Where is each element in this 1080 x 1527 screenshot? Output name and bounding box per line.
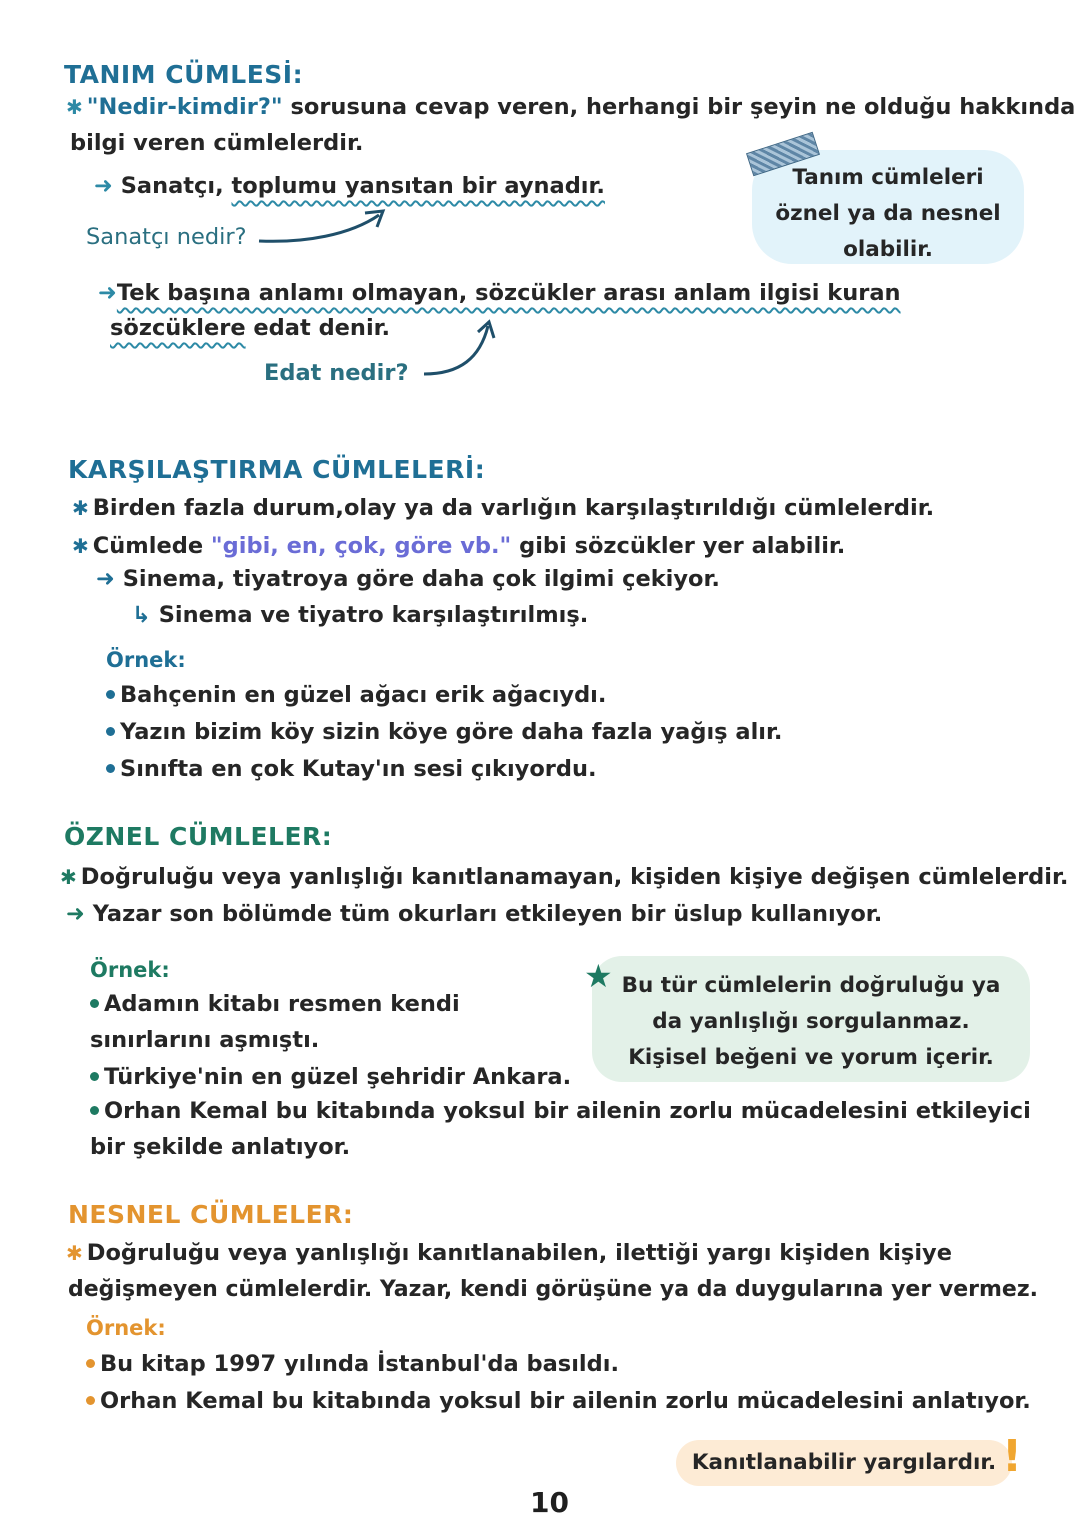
section-title-karsilastirma: KARŞILAŞTIRMA CÜMLELERİ:	[68, 455, 486, 484]
arrow-right-icon: ➜	[96, 566, 115, 592]
tanim-line-2: bilgi veren cümlelerdir.	[70, 130, 364, 156]
oznel-item-text: Türkiye'nin en güzel şehridir Ankara.	[104, 1064, 572, 1090]
oznel-note-line: Kişisel beğeni ve yorum içerir.	[628, 1045, 994, 1070]
tanim-example-1-pre: Sanatçı,	[120, 173, 232, 199]
tanim-line-1-rest: sorusuna cevap veren, herhangi bir şeyin ne olduğu hakkında	[282, 94, 1076, 120]
kars-example-note-text: Sinema ve tiyatro karşılaştırılmış.	[158, 602, 589, 628]
tanim-question: "Nedir-kimdir?"	[86, 94, 283, 120]
kars-item-text: Bahçenin en güzel ağacı erik ağacıydı.	[120, 682, 607, 708]
tanim-example-1-underlined: toplumu yansıtan bir aynadır.	[231, 173, 605, 199]
kars-bullet-1	[72, 495, 934, 521]
kars-item-text: Yazın bizim köy sizin köye göre daha fazla yağış alır.	[120, 719, 783, 745]
tanim-example-1-question: Sanatçı nedir?	[86, 224, 247, 250]
bullet-dot-icon	[90, 999, 99, 1008]
arrow-right-icon: ➜	[94, 173, 113, 199]
tanim-example-2-question: Edat nedir?	[264, 360, 409, 386]
tanim-line-1	[66, 94, 1075, 120]
tanim-example-2-underlined: sözcüklere	[110, 315, 246, 341]
bullet-star-icon: ✱	[72, 496, 89, 520]
bullet-dot-icon	[106, 690, 115, 699]
oznel-item	[90, 991, 460, 1017]
curved-arrow-icon	[255, 205, 395, 250]
oznel-item-continued: sınırlarını aşmıştı.	[90, 1027, 320, 1053]
nesnel-bullet-text: Doğruluğu veya yanlışlığı kanıtlanabilen, ilettiği yargı kişiden kişiye	[86, 1240, 952, 1266]
nesnel-item	[86, 1388, 1031, 1414]
oznel-example	[66, 901, 882, 927]
tanim-example-2-text: Tek başına anlamı olmayan, sözcükler arası anlam ilgisi kuran	[116, 280, 901, 306]
bullet-star-icon: ✱	[66, 1241, 83, 1265]
oznel-item	[90, 1098, 1031, 1124]
bullet-star-icon: ✱	[66, 95, 83, 119]
nesnel-note-bubble	[676, 1440, 1012, 1486]
oznel-item-text: Adamın kitabı resmen kendi	[104, 991, 460, 1017]
kars-example-text: Sinema, tiyatroya göre daha çok ilgimi çekiyor.	[122, 566, 720, 592]
nesnel-ornek-label: Örnek:	[86, 1316, 166, 1340]
tanim-note-line: Tanım cümleleri	[792, 165, 984, 190]
bullet-dot-icon	[106, 764, 115, 773]
bullet-dot-icon	[90, 1072, 99, 1081]
bullet-dot-icon	[86, 1396, 95, 1405]
nesnel-bullet-line-1	[66, 1240, 952, 1266]
bullet-dot-icon	[90, 1106, 99, 1115]
kars-example	[96, 566, 720, 592]
bullet-dot-icon	[86, 1359, 95, 1368]
kars-example-note	[132, 602, 588, 628]
nesnel-item-text: Bu kitap 1997 yılında İstanbul'da basıldı.	[100, 1351, 619, 1377]
kars-bullet-2-post: gibi sözcükler yer alabilir.	[511, 533, 846, 559]
oznel-item	[90, 1064, 571, 1090]
kars-bullet-1-text: Birden fazla durum,olay ya da varlığın karşılaştırıldığı cümlelerdir.	[92, 495, 935, 521]
section-title-oznel: ÖZNEL CÜMLELER:	[64, 822, 333, 851]
tanim-example-2-line-2	[110, 315, 390, 341]
nesnel-bullet-line-2: değişmeyen cümlelerdir. Yazar, kendi görüşüne ya da duygularına yer vermez.	[68, 1277, 1038, 1302]
oznel-item-continued: bir şekilde anlatıyor.	[90, 1134, 351, 1160]
oznel-example-text: Yazar son bölümde tüm okurları etkileyen bir üslup kullanıyor.	[92, 901, 883, 927]
kars-bullet-2-pre: Cümlede	[92, 533, 211, 559]
nesnel-note-text: Kanıtlanabilir yargılardır.	[691, 1450, 997, 1475]
kars-item	[106, 682, 606, 708]
arrow-turn-icon: ↳	[132, 602, 151, 628]
tanim-example-2-line-1	[98, 280, 901, 306]
section-title-tanim: TANIM CÜMLESİ:	[64, 60, 304, 89]
kars-item	[106, 756, 597, 782]
oznel-item-text: Orhan Kemal bu kitabında yoksul bir ailenin zorlu mücadelesini etkileyici	[104, 1098, 1031, 1124]
oznel-bullet-text: Doğruluğu veya yanlışlığı kanıtlanamayan, kişiden kişiye değişen cümlelerdir.	[80, 864, 1069, 890]
kars-bullet-2	[72, 533, 845, 559]
page-number: 10	[530, 1486, 569, 1519]
exclamation-icon: !	[1002, 1431, 1023, 1482]
bullet-star-icon: ✱	[60, 865, 77, 889]
bullet-dot-icon	[106, 727, 115, 736]
kars-item	[106, 719, 782, 745]
oznel-ornek-label: Örnek:	[90, 958, 170, 982]
oznel-bullet	[60, 864, 1068, 890]
tanim-note-line: öznel ya da nesnel	[775, 201, 1001, 226]
star-icon: ★	[584, 957, 613, 995]
tanim-note-line: olabilir.	[843, 237, 933, 262]
nesnel-item-text: Orhan Kemal bu kitabında yoksul bir ailenin zorlu mücadelesini anlatıyor.	[100, 1388, 1031, 1414]
nesnel-item	[86, 1351, 619, 1377]
curved-arrow-icon	[420, 318, 500, 380]
tanim-example-2-rest: edat denir.	[245, 315, 391, 341]
oznel-note-line: da yanlışlığı sorgulanmaz.	[652, 1009, 970, 1034]
oznel-note-line: Bu tür cümlelerin doğruluğu ya	[621, 973, 1001, 998]
bullet-star-icon: ✱	[72, 534, 89, 558]
kars-item-text: Sınıfta en çok Kutay'ın sesi çıkıyordu.	[120, 756, 597, 782]
oznel-note-bubble	[592, 956, 1030, 1082]
kars-keywords: "gibi, en, çok, göre vb."	[210, 533, 512, 559]
arrow-right-icon: ➜	[98, 280, 117, 306]
tanim-note-bubble	[752, 150, 1024, 264]
section-title-nesnel: NESNEL CÜMLELER:	[68, 1200, 354, 1229]
arrow-right-icon: ➜	[66, 901, 85, 927]
tanim-example-1	[94, 173, 605, 199]
kars-ornek-label: Örnek:	[106, 648, 186, 672]
